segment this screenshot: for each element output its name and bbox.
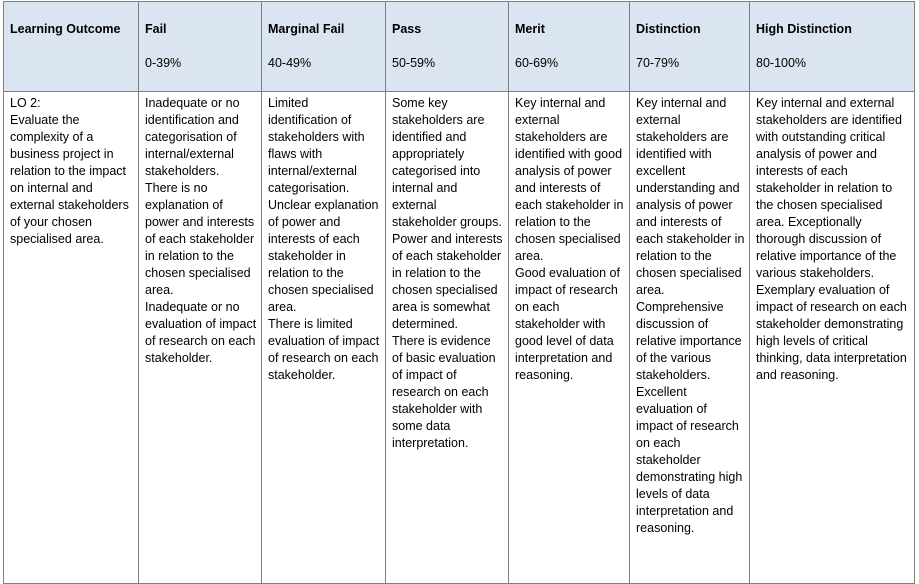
- band-range: 70-79%: [636, 56, 680, 70]
- band-name: High Distinction: [756, 22, 852, 36]
- header-band-distinction: [630, 2, 750, 92]
- cell-marginal-fail: Limited identification of stakeholders with flaws with internal/external categorisation. Unclear explanation of power and interests of each stakeholder in relation to the chosen specialised area. There is limited evaluation of impact of research on each stakeholder.: [262, 92, 386, 584]
- band-name: Fail: [145, 22, 167, 36]
- header-band-merit: [509, 2, 630, 92]
- header-band-fail: [139, 2, 262, 92]
- rubric-table: [3, 1, 915, 584]
- criteria-row: [4, 92, 915, 584]
- band-range: 50-59%: [392, 56, 436, 70]
- band-name: Marginal Fail: [268, 22, 345, 36]
- band-name: Merit: [515, 22, 545, 36]
- header-band-marginal-fail: [262, 2, 386, 92]
- band-range: 60-69%: [515, 56, 559, 70]
- cell-learning-outcome: LO 2: Evaluate the complexity of a business project in relation to the impact on internal and external stakeholders of your chosen specialised area.: [4, 92, 139, 584]
- cell-pass: Some key stakeholders are identified and appropriately categorised into internal and external stakeholder groups. Power and interests of each stakeholder in relation to the chosen specialised area is somewhat determined. There is evidence of basic evaluation of impact of research on each stakeholder with some data interpretation.: [386, 92, 509, 584]
- band-range: 40-49%: [268, 56, 312, 70]
- header-band-pass: [386, 2, 509, 92]
- band-name: Pass: [392, 22, 422, 36]
- band-range: 80-100%: [756, 56, 807, 70]
- cell-high-distinction: Key internal and external stakeholders are identified with outstanding critical analysis of power and interests of each stakeholder in relation to the chosen specialised area. Exceptionally thorough discussion of relative importance of the various stakeholders. Exemplary evaluation of impact of research on each stakeholder demonstrating high levels of critical thinking, data interpretation and reasoning.: [750, 92, 915, 584]
- cell-merit: Key internal and external stakeholders are identified with good analysis of power and interests of each stakeholder in relation to the chosen specialised area. Good evaluation of impact of research on each stakeholder with good level of data interpretation and reasoning.: [509, 92, 630, 584]
- band-name: Distinction: [636, 22, 701, 36]
- header-learning-outcome: [4, 2, 139, 92]
- cell-fail: Inadequate or no identification and categorisation of internal/external stakeholders. There is no explanation of power and interests of each stakeholder in relation to the chosen specialised area. Inadequate or no evaluation of impact of research on each stakeholder.: [139, 92, 262, 584]
- header-band-high-distinction: [750, 2, 915, 92]
- band-range: 0-39%: [145, 56, 182, 70]
- header-learning-outcome-label: Learning Outcome: [10, 22, 121, 36]
- header-row: [4, 2, 915, 92]
- cell-distinction: Key internal and external stakeholders are identified with excellent understanding and analysis of power and interests of each stakeholder in relation to the chosen specialised area. Comprehensive discussion of relative importance of the various stakeholders. Excellent evaluation of impact of research on each stakeholder demonstrating high levels of data interpretation and reasoning.: [630, 92, 750, 584]
